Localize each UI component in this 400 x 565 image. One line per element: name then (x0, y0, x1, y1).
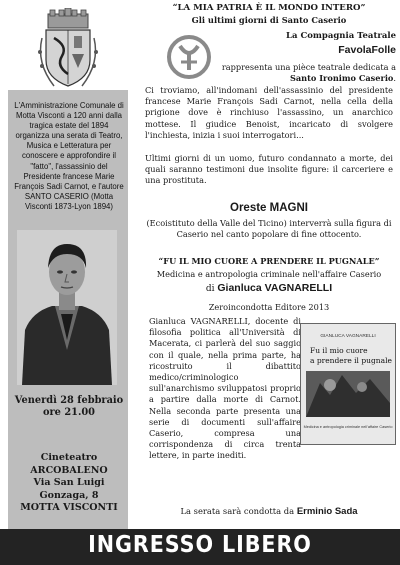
book-author (140, 282, 398, 294)
play-subtitle: Gli ultimi giorni di Santo Caserio (191, 15, 347, 25)
venue-name: ARCOBALENO (30, 464, 108, 476)
venue-type: Cineteatro (40, 452, 98, 463)
author-name: Gianluca VAGNARELLI (217, 282, 333, 294)
host-line (140, 506, 398, 517)
book-editor: Zeroincondotta Editore 2013 (208, 302, 330, 312)
piece-end: . (393, 73, 396, 83)
host-name: Erminio Sada (296, 506, 358, 517)
play-title: “LA MIA PATRIA È IL MONDO INTERO” (172, 3, 366, 13)
municipal-crest (34, 8, 102, 92)
venue-town: MOTTA VISCONTI (20, 502, 118, 513)
piece-text: rappresenta una pièce teatrale dedicata a (221, 62, 396, 72)
book-subtitle: Medicina e antropologia criminale nell'affaire Caserio (156, 269, 382, 279)
event-venue (8, 452, 130, 515)
book-cover-title-2: a prendere il pugnale (310, 356, 392, 365)
speaker-name: Oreste MAGNI (230, 202, 308, 214)
free-entry-text: INGRESSO LIBERO (88, 532, 312, 558)
event-date-time: ore 21.00 (42, 407, 96, 418)
event-date-day: Venerdì 28 febbraio (14, 395, 124, 406)
book-cover (300, 323, 396, 445)
play-synopsis: Ci troviamo, all'indomani dell'assassinio del presidente francese Marie François Sadi Carnot, nella cella della prigione dove è rinchiuso l'assassino, un anarchico mottese. Il giudice Benoist, incaricato di svolgere l'inchiesta, inizia i suoi interrogatori... (145, 85, 393, 140)
book-cover-title-1: Fu il mio cuore (310, 346, 368, 355)
author-prefix: di (205, 284, 215, 294)
theater-company-logo (166, 34, 212, 80)
sidebar-intro-text: L'Amministrazione Comunale di Motta Visconti a 120 anni dalla tragica estate del 1894 organizza una serata di Teatro, Musica e Letteratura per conoscere e approfondire il "fatto", l'assassinio del Presidente francese Marie François Sadi Carnot, e l'autore SANTO CASERIO (Motta Visconti 1873-Lyon 1894) (14, 101, 124, 211)
company-label: La Compagnia Teatrale (286, 31, 396, 41)
venue-address: Via San Luigi Gonzaga, 8 (33, 477, 105, 501)
event-date (12, 395, 126, 419)
speaker-description: (Ecoistituto della Valle del Ticino) interverrà sulla figura di Caserio nel canto popolare di fine ottocento. (146, 218, 392, 239)
host-label: La serata sarà condotta da (180, 506, 295, 516)
caserio-portrait (17, 230, 117, 385)
book-cover-subtitle: Medicina e antropologia criminale nell'affaire Caserio (303, 425, 393, 429)
author-bio: Gianluca VAGNARELLI, docente di filosofia politica all'Università di Macerata, ci parlerà del suo saggio con il quale, nella prima parte, ha ricostruito il dibattito medico/criminologico sull'anarchismo sviluppatosi proprio a partire dalla morte di Carnot. Nella seconda parte presenta una serie di documenti sull'affaire Caserio, compresa una corrispondenza di circa trenta lettere, in parte inediti. (149, 316, 301, 461)
play-synopsis-2: Ultimi giorni di un uomo, futuro condannato a morte, dei quali saranno testimoni due insolite figure: il carceriere e una prostituta. (145, 153, 393, 186)
piece-subject: Santo Ironimo Caserio (289, 73, 394, 83)
book-cover-author: GIANLUCA VAGNARELLI (320, 334, 376, 339)
book-title-quote: “FU IL MIO CUORE A PRENDERE IL PUGNALE” (158, 256, 380, 266)
company-name: FavolaFolle (338, 44, 396, 56)
piece-description (216, 62, 396, 84)
